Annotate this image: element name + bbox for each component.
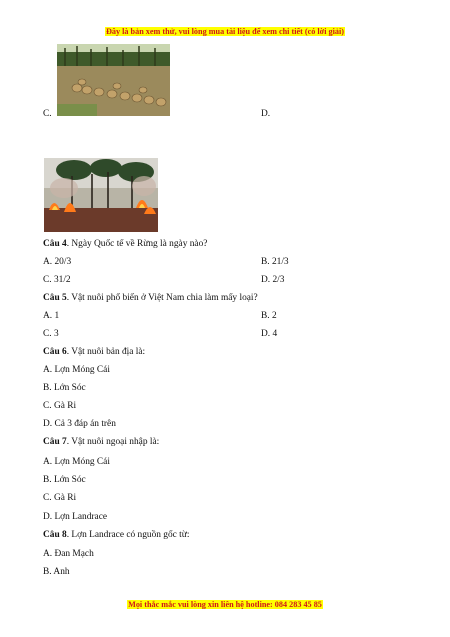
- forest-fire-image: [44, 158, 158, 232]
- header-banner-text: Đây là bản xem thử, vui lòng mua tài liệu để xem chi tiết (có lời giải): [105, 27, 344, 36]
- q7-question: [43, 436, 159, 448]
- q6-option-a: A. Lợn Móng Cái: [43, 365, 110, 375]
- q7-option-a: A. Lợn Móng Cái: [43, 457, 110, 467]
- q4-option-c: C. 31/2: [43, 275, 71, 285]
- q6-question: [43, 346, 145, 358]
- q8-text: . Lợn Landrace có nguồn gốc từ:: [66, 530, 190, 540]
- q7-text: . Vật nuôi ngoại nhập là:: [66, 437, 160, 447]
- q3-option-c: C.: [43, 109, 52, 119]
- q7-option-b: B. Lớn Sóc: [43, 475, 86, 485]
- q8-option-b: B. Anh: [43, 567, 70, 577]
- q6-option-c: C. Gà Ri: [43, 401, 77, 411]
- q5-option-c: C. 3: [43, 329, 59, 339]
- q4-option-d: D. 2/3: [261, 275, 285, 285]
- q8-label: Câu 8: [43, 530, 67, 540]
- q4-label: Câu 4: [43, 239, 67, 249]
- q6-option-d: D. Cả 3 đáp án trên: [43, 419, 116, 429]
- q4-option-b: B. 21/3: [261, 257, 289, 267]
- q5-option-b: B. 2: [261, 311, 277, 321]
- logged-forest-image: [57, 44, 170, 116]
- footer-banner-text: Mọi thắc mắc vui lòng xin liên hệ hotline: 084 283 45 85: [128, 600, 322, 609]
- q5-label: Câu 5: [43, 293, 67, 303]
- q6-text: . Vật nuôi bản địa là:: [66, 347, 146, 357]
- q7-option-d: D. Lợn Landrace: [43, 512, 108, 522]
- q8-question: [43, 529, 189, 541]
- q3-option-d: D.: [261, 109, 271, 119]
- q6-option-b: B. Lớn Sóc: [43, 383, 86, 393]
- footer-banner: [0, 600, 450, 609]
- q7-option-c: C. Gà Ri: [43, 493, 77, 503]
- q5-option-a: A. 1: [43, 311, 60, 321]
- q6-label: Câu 6: [43, 347, 67, 357]
- q5-text: . Vật nuôi phổ biến ở Việt Nam chia làm mấy loại?: [66, 293, 258, 303]
- q5-question: [43, 292, 258, 304]
- q7-label: Câu 7: [43, 437, 67, 447]
- q4-text: . Ngày Quốc tế về Rừng là ngày nào?: [66, 239, 208, 249]
- q4-option-a: A. 20/3: [43, 257, 72, 267]
- header-banner: [0, 27, 450, 36]
- q5-option-d: D. 4: [261, 329, 278, 339]
- q4-question: [43, 238, 207, 250]
- q8-option-a: A. Đan Mạch: [43, 549, 94, 559]
